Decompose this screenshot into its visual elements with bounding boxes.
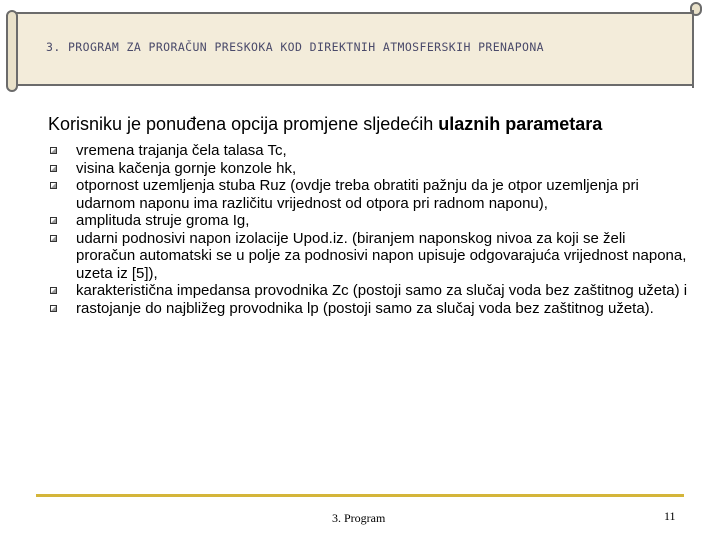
square-bullet-icon (50, 287, 57, 294)
square-bullet-icon (50, 235, 57, 242)
list-item-text: udarni podnosivi napon izolacije Upod.iz. (biranjem naponskog nivoa za koji se želi proračun automatski se u polje za podnosivi napon upisuje odgovarajuća vrijednost napona, uzeta iz [5]), (76, 229, 687, 282)
slide-title: 3. PROGRAM ZA PRORAČUN PRESKOKA KOD DIREKTNIH ATMOSFERSKIH PRENAPONA (46, 40, 545, 54)
square-bullet-icon (50, 217, 57, 224)
square-bullet-icon (50, 147, 57, 154)
footer-divider (36, 494, 684, 497)
intro-text: Korisniku je ponuđena opcija promjene sljedećih (48, 114, 439, 134)
list-item-text: karakteristična impedansa provodnika Zc (postoji samo za slučaj voda bez zaštitnog užeta) i (76, 282, 688, 299)
list-item-text: visina kačenja gornje konzole hk, (76, 159, 297, 177)
parameter-list (48, 142, 688, 317)
list-item-text: amplituda struje groma Ig, (76, 212, 250, 229)
intro-bold-text: ulaznih parametara (438, 114, 603, 134)
scroll-curl-left (6, 10, 18, 92)
list-item-text: rastojanje do najbližeg provodnika lp (postoji samo za slučaj voda bez zaštitnog užeta). (76, 299, 654, 317)
list-item-text: otpornost uzemljenja stuba Ruz (ovdje treba obratiti pažnju da je otpor uzemljenja pri udarnom naponu ima različitu vrijednost od otpora pri radnom naponu), (76, 177, 639, 212)
intro-sentence (48, 114, 602, 135)
square-bullet-icon (50, 165, 57, 172)
list-item (48, 142, 688, 160)
scroll-roll-right (692, 10, 698, 88)
list-item (48, 300, 688, 318)
list-item (48, 160, 688, 178)
square-bullet-icon (50, 182, 57, 189)
list-item (48, 177, 688, 212)
list-item (48, 230, 688, 283)
square-bullet-icon (50, 305, 57, 312)
list-item (48, 212, 688, 230)
footer-label: 3. Program (332, 511, 386, 525)
list-item (48, 282, 688, 300)
page-number: 11 (664, 509, 676, 523)
list-item-text: vremena trajanja čela talasa Tc, (76, 142, 287, 159)
